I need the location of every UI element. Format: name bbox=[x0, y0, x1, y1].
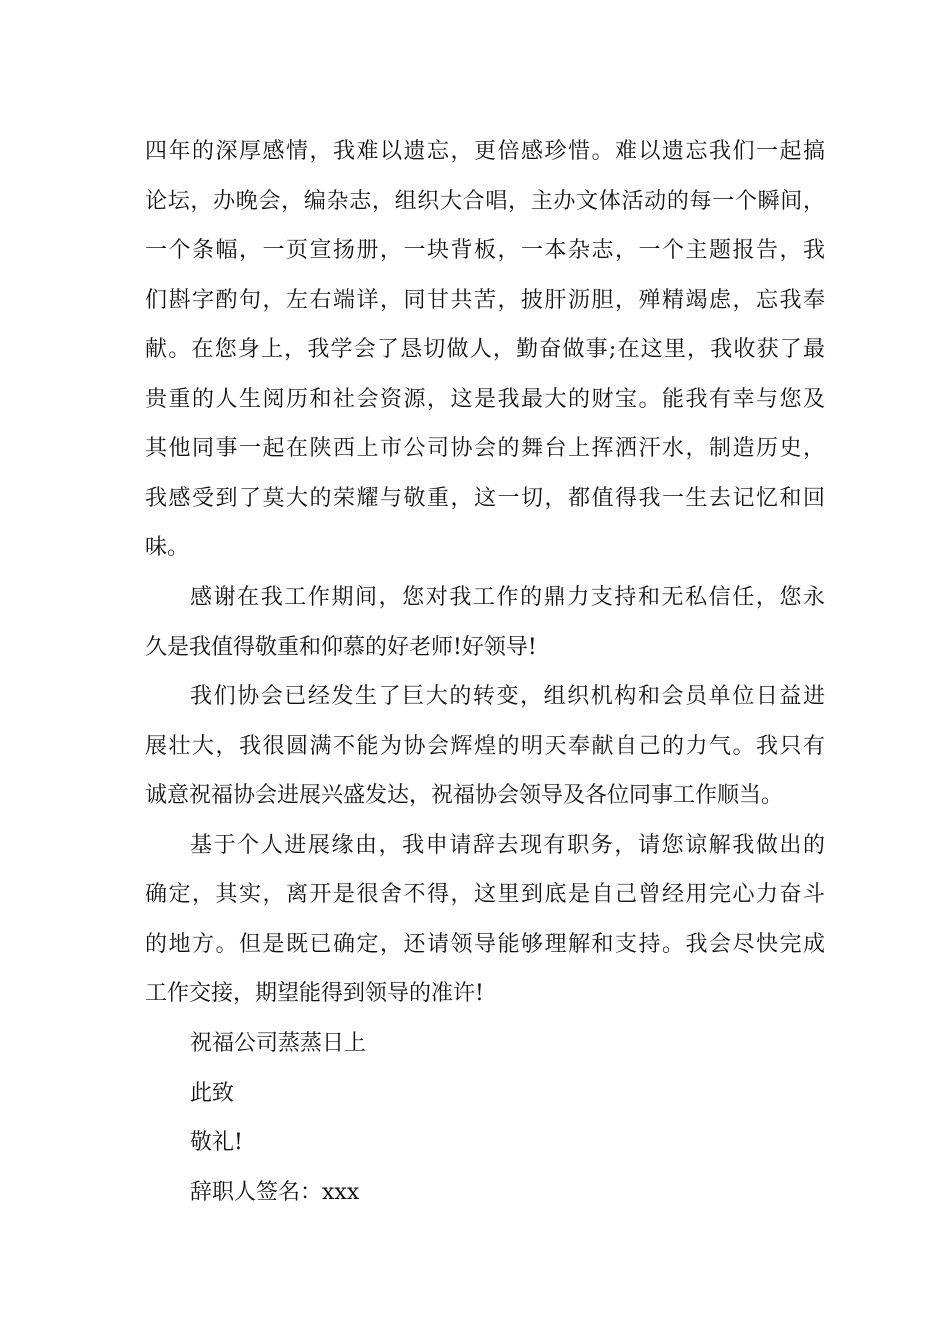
signature-line: 辞职人签名：xxx bbox=[190, 1180, 360, 1205]
paragraph-resignation-line-4: 工作交接，期望能得到领导的准许! bbox=[145, 981, 484, 1006]
paragraph-resignation-line-2: 确定，其实，离开是很舍不得，这里到底是自己曾经用完心力奋斗 bbox=[145, 882, 825, 907]
paragraph-memories-line-7: 其他同事一起在陕西上市公司协会的舞台上挥洒汗水，制造历史， bbox=[145, 436, 825, 461]
paragraph-thanks-line-2: 久是我值得敬重和仰慕的好老师!好领导! bbox=[145, 635, 537, 660]
paragraph-association-line-2: 展壮大，我很圆满不能为协会辉煌的明天奉献自己的力气。我只有 bbox=[145, 734, 825, 759]
paragraph-resignation-line-1: 基于个人进展缘由，我申请辞去现有职务，请您谅解我做出的 bbox=[190, 833, 825, 858]
closing-blessing: 祝福公司蒸蒸日上 bbox=[190, 1031, 367, 1056]
paragraph-memories-line-3: 一个条幅，一页宣扬册，一块背板，一本杂志，一个主题报告，我 bbox=[145, 238, 825, 263]
paragraph-association-line-1: 我们协会已经发生了巨大的转变，组织机构和会员单位日益进 bbox=[190, 684, 825, 709]
closing-salutation-jing-li: 敬礼! bbox=[190, 1130, 243, 1155]
paragraph-association-line-3: 诚意祝福协会进展兴盛发达，祝福协会领导及各位同事工作顺当。 bbox=[145, 783, 784, 808]
paragraph-memories-line-4: 们斟字酌句，左右端详，同甘共苦，披肝沥胆，殚精竭虑，忘我奉 bbox=[145, 288, 825, 313]
paragraph-thanks-line-1: 感谢在我工作期间，您对我工作的鼎力支持和无私信任，您永 bbox=[190, 585, 825, 610]
paragraph-memories-line-1: 四年的深厚感情，我难以遗忘，更倍感珍惜。难以遗忘我们一起搞 bbox=[145, 139, 825, 164]
paragraph-memories-line-9: 味。 bbox=[145, 535, 190, 560]
paragraph-memories-line-5: 献。在您身上，我学会了恳切做人，勤奋做事;在这里，我收获了最 bbox=[145, 337, 825, 362]
paragraph-memories-line-8: 我感受到了莫大的荣耀与敬重，这一切，都值得我一生去记忆和回 bbox=[145, 486, 825, 511]
paragraph-resignation-line-3: 的地方。但是既已确定，还请领导能够理解和支持。我会尽快完成 bbox=[145, 932, 825, 957]
paragraph-memories-line-6: 贵重的人生阅历和社会资源，这是我最大的财宝。能我有幸与您及 bbox=[145, 387, 825, 412]
closing-salutation-ci-zhi: 此致 bbox=[190, 1081, 235, 1106]
paragraph-memories-line-2: 论坛，办晚会，编杂志，组织大合唱，主办文体活动的每一个瞬间， bbox=[145, 189, 825, 214]
